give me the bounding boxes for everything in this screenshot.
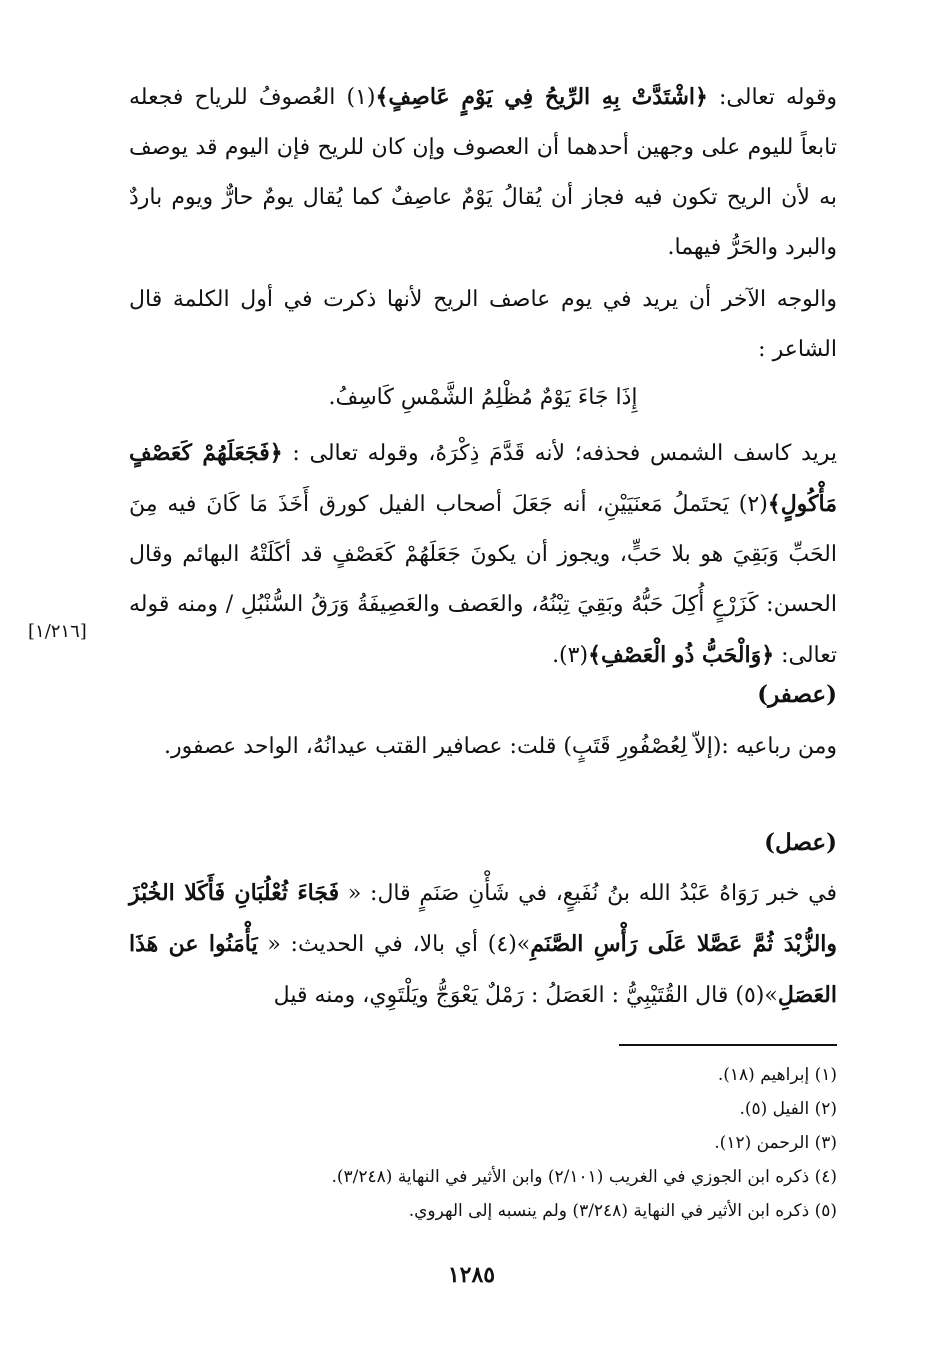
paragraph-4: ومن رباعيه :(إلاّ لِعُصْفُورِ قَتَبٍ) قلت: عصافير القتب عيدانُهُ، الواحد عصفور. — [163, 734, 837, 759]
entry-heading-asfar: (عصفر) — [757, 681, 837, 708]
footnote-item: (٤) ذكره ابن الجوزي في الغريب (٢/١٠١) وابن الأثير في النهاية (٣/٢٤٨). — [331, 1167, 837, 1187]
footnote-item: (٥) ذكره ابن الأثير في النهاية (٣/٢٤٨) ولم ينسبه إلى الهروي. — [408, 1201, 837, 1221]
footnote-item: (٢) الفيل (٥). — [739, 1099, 837, 1119]
manuscript-folio-marker: [١/٢١٦] — [28, 621, 87, 642]
footnote-divider — [619, 1044, 837, 1046]
hadith-quote-2: يَأْمَنُوا عن هَذَا العَصَلِ — [129, 931, 837, 1008]
paragraph-5 — [129, 868, 837, 1021]
page-number: ١٢٨٥ — [447, 1262, 496, 1288]
footnotes-list — [129, 1058, 837, 1228]
paragraph-5-text-a: في خبر رَوَاهُ عَبْدُ الله بنُ نُفَيعٍ، في شَأْنِ صَنَمٍ قال: « — [339, 881, 838, 906]
paragraph-3-text-a: يريد كاسف الشمس فحذفه؛ لأنه قَدَّمَ ذِكْرَهُ، وقوله تعالى : — [282, 441, 838, 466]
paragraph-1-text-b: (١) العُصوفُ للرياح فجعله تابعاً لليوم على وجهين أحدهما أن العصوف وإن كان للريح فإن اليوم قد يوصف به لأن الريح تكون فيه فجاز أن يُقالُ يَوْمٌ عاصِفٌ كما يُقال يومٌ حارٌّ ويوم باردٌ والبرد والحَرُّ فيهما. — [129, 85, 837, 260]
poetry-verse: إِذَا جَاءَ يَوْمٌ مُظْلِمُ الشَّمْسِ كَاسِفُ. — [328, 385, 638, 410]
quran-quote-ibrahim: ﴿اشْتَدَّتْ بِهِ الرِّيحُ فِي يَوْمٍ عَاصِفٍ﴾ — [375, 84, 708, 110]
paragraph-3 — [129, 428, 837, 681]
footnote-item: (١) إبراهيم (١٨). — [717, 1065, 837, 1085]
paragraph-1-text-a: وقوله تعالى: — [707, 85, 837, 110]
paragraph-1 — [129, 72, 837, 273]
paragraph-3-text-c: (٣). — [552, 643, 589, 668]
hadith-quote-1: فَجَاءَ ثُعْلُبَانِ فَأَكَلا الخُبْزَ والزُّبْدَ ثُمَّ عَصَّلا عَلَى رَأْسِ الصَّنَمِ — [129, 880, 838, 957]
paragraph-5-text-c: »(٥) قال القُتَيْبِيُّ : العَصَلُ : رَمْلٌ يَعْوَجُّ ويَلْتَوِي، ومنه قيل — [273, 983, 778, 1008]
quran-quote-fil: ﴿فَجَعَلَهُمْ كَعَصْفٍ مَأْكُولٍ﴾ — [129, 440, 837, 517]
footnote-item: (٣) الرحمن (١٢). — [714, 1133, 837, 1153]
entry-heading-asal: (عصل) — [764, 829, 837, 856]
paragraph-5-text-b: »(٤) أي بالا، في الحديث: « — [257, 932, 531, 957]
paragraph-2: والوجه الآخر أن يريد في يوم عاصف الريح لأنها ذكرت في أول الكلمة قال الشاعر : — [129, 287, 837, 362]
paragraph-3-text-b: (٢) يَحتَملُ مَعنَيَيْنِ، أنه جَعَلَ أصحاب الفيل كورق أَخَذَ مَا كَانَ فيه مِنَ الحَبِّ وَبَقِيَ هو بلا حَبٍّ، ويجوز أن يكونَ جَعَلَهُمْ كَعَصْفٍ قد أكَلَتْهُ البهائم وقال الحسن: كَزَرْعٍ أُكِلَ حَبُّهُ وبَقِيَ تِبْنُهُ، والعَصف والعَصِيفَةُ وَرَقُ السُّنْبُلِ / ومنه قوله تعالى: — [129, 492, 837, 668]
quran-quote-rahman: ﴿وَالْحَبُّ ذُو الْعَصْفِ﴾ — [588, 642, 775, 668]
